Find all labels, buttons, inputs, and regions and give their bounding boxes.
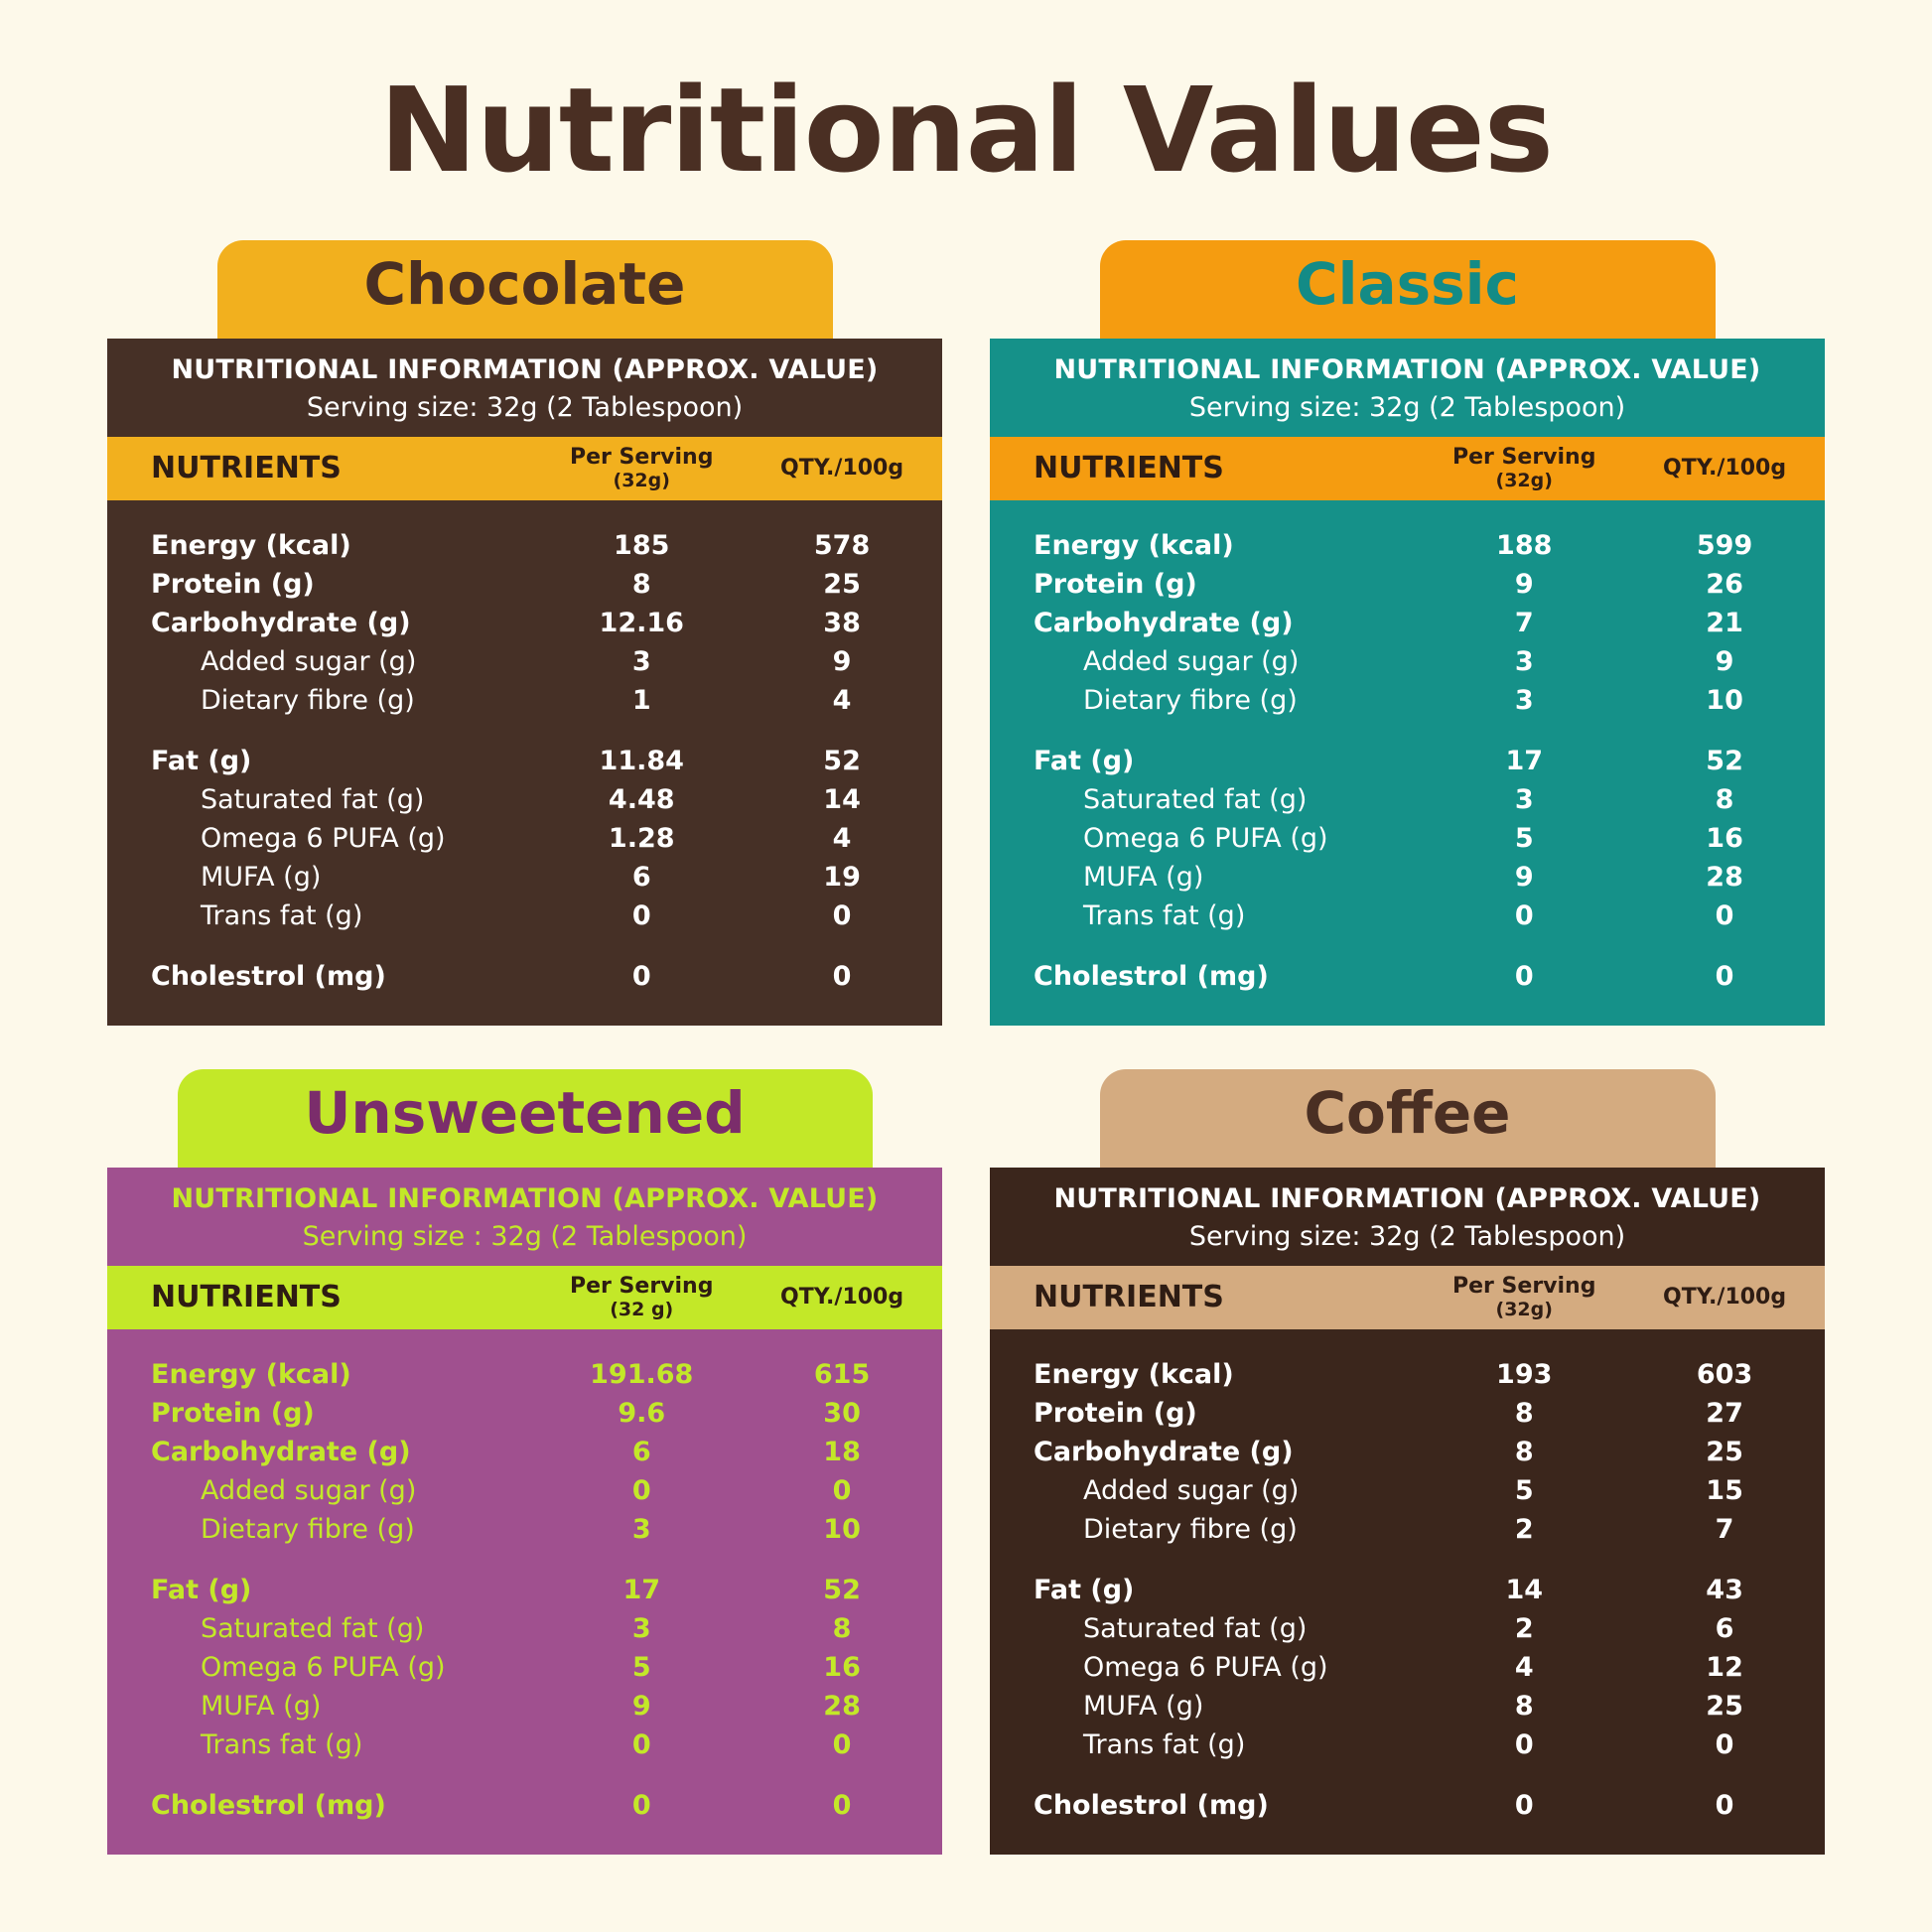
row-serving: 0	[631, 899, 651, 931]
row-per100: 0	[1715, 1789, 1734, 1821]
row-label: Dietary fibre (g)	[1083, 684, 1298, 716]
row-per100: 52	[823, 745, 861, 776]
row-label: Energy (kcal)	[1034, 529, 1234, 561]
card-classic	[990, 240, 1825, 1026]
serving-size: Serving size: 32g (2 Tablespoon)	[1188, 1220, 1626, 1252]
row-serving: 2	[1514, 1513, 1534, 1545]
spacer	[990, 500, 1825, 526]
row-label: Trans fat (g)	[201, 1728, 363, 1760]
table-row	[107, 897, 942, 935]
table-row	[990, 1609, 1825, 1648]
table-body-unsweetened	[107, 1329, 942, 1855]
nutrition-table-coffee	[990, 1266, 1825, 1855]
table-row	[990, 1510, 1825, 1549]
table-row	[990, 819, 1825, 858]
row-label: Cholestrol (mg)	[151, 960, 386, 992]
row-per100: 12	[1706, 1651, 1743, 1683]
row-label: MUFA (g)	[1083, 861, 1204, 893]
col-per-100g: QTY./100g	[1663, 1284, 1787, 1310]
row-label: Dietary fibre (g)	[201, 684, 415, 716]
row-per100: 8	[1715, 783, 1734, 815]
table-row	[107, 858, 942, 897]
col-per-serving-label: Per Serving	[1452, 1273, 1596, 1299]
row-per100: 615	[813, 1358, 871, 1390]
panel-coffee	[990, 1168, 1825, 1855]
table-row	[990, 1786, 1825, 1825]
row-label: Protein (g)	[1034, 568, 1197, 600]
card-title-unsweetened: Unsweetened	[178, 1069, 873, 1168]
info-band-coffee	[990, 1168, 1825, 1266]
row-serving: 5	[1514, 822, 1534, 854]
table-row	[990, 858, 1825, 897]
row-label: Protein (g)	[1034, 1397, 1197, 1429]
table-row	[107, 1571, 942, 1609]
table-row	[107, 642, 942, 681]
panel-classic	[990, 339, 1825, 1026]
row-per100: 9	[832, 645, 852, 677]
row-serving: 5	[1514, 1474, 1534, 1506]
row-serving: 0	[1514, 960, 1534, 992]
spacer	[107, 720, 942, 742]
row-label: Trans fat (g)	[1083, 1728, 1246, 1760]
row-label: Trans fat (g)	[1083, 899, 1246, 931]
row-label: Protein (g)	[151, 568, 315, 600]
row-per100: 25	[823, 568, 861, 600]
row-label: MUFA (g)	[201, 1690, 322, 1722]
table-row	[990, 780, 1825, 819]
table-body-coffee	[990, 1329, 1825, 1855]
spacer	[107, 1329, 942, 1355]
row-per100: 43	[1706, 1574, 1743, 1605]
col-per-serving	[541, 1266, 742, 1329]
row-serving: 8	[1514, 1436, 1534, 1467]
row-serving: 3	[631, 645, 651, 677]
col-per-100g: QTY./100g	[780, 455, 904, 481]
table-header-row	[990, 437, 1825, 500]
table-row	[107, 780, 942, 819]
row-serving: 0	[1514, 1728, 1534, 1760]
row-per100: 0	[832, 899, 852, 931]
row-per100: 25	[1706, 1436, 1743, 1467]
table-row	[990, 1355, 1825, 1394]
col-nutrients: NUTRIENTS	[1034, 1280, 1224, 1315]
table-row	[990, 742, 1825, 780]
table-row	[990, 1433, 1825, 1471]
row-per100: 578	[813, 529, 871, 561]
row-label: MUFA (g)	[201, 861, 322, 893]
row-per100: 7	[1715, 1513, 1734, 1545]
spacer	[107, 935, 942, 957]
table-row	[107, 1648, 942, 1687]
card-title-chocolate: Chocolate	[217, 240, 833, 339]
row-per100: 14	[823, 783, 861, 815]
spacer	[990, 935, 1825, 957]
row-label: Added sugar (g)	[201, 1474, 417, 1506]
info-band-unsweetened	[107, 1168, 942, 1266]
col-per-serving	[1424, 1266, 1624, 1329]
row-serving: 0	[631, 1728, 651, 1760]
page-title: Nutritional Values	[378, 62, 1554, 199]
col-per-100g: QTY./100g	[1663, 455, 1787, 481]
row-per100: 10	[1706, 684, 1743, 716]
spacer	[990, 1329, 1825, 1355]
table-row	[990, 1471, 1825, 1510]
row-serving: 17	[1505, 745, 1544, 776]
table-header-row	[107, 1266, 942, 1329]
serving-size: Serving size : 32g (2 Tablespoon)	[302, 1220, 748, 1252]
col-per-serving-sub: (32g)	[613, 469, 670, 491]
row-serving: 8	[631, 568, 651, 600]
cards-grid	[0, 240, 1932, 1898]
row-serving: 4	[1514, 1651, 1534, 1683]
col-per-serving-label: Per Serving	[1452, 445, 1596, 470]
row-per100: 27	[1706, 1397, 1743, 1429]
col-nutrients: NUTRIENTS	[151, 451, 342, 486]
table-row	[107, 742, 942, 780]
row-serving: 3	[631, 1513, 651, 1545]
row-serving: 6	[631, 861, 651, 893]
card-title-classic: Classic	[1100, 240, 1716, 339]
row-per100: 10	[823, 1513, 861, 1545]
row-serving: 8	[1514, 1397, 1534, 1429]
row-serving: 3	[1514, 645, 1534, 677]
spacer	[107, 1825, 942, 1855]
col-per-serving-sub: (32 g)	[610, 1298, 674, 1320]
row-per100: 0	[832, 1474, 852, 1506]
table-row	[107, 604, 942, 642]
row-label: Saturated fat (g)	[1083, 1612, 1308, 1644]
spacer	[990, 1825, 1825, 1855]
row-serving: 4.48	[608, 783, 675, 815]
row-per100: 0	[1715, 1728, 1734, 1760]
row-per100: 18	[823, 1436, 861, 1467]
row-per100: 9	[1715, 645, 1734, 677]
table-row	[107, 819, 942, 858]
row-per100: 25	[1706, 1690, 1743, 1722]
row-label: Energy (kcal)	[151, 1358, 351, 1390]
row-label: Saturated fat (g)	[201, 1612, 425, 1644]
table-row	[107, 1786, 942, 1825]
table-row	[990, 681, 1825, 720]
row-label: MUFA (g)	[1083, 1690, 1204, 1722]
table-row	[990, 957, 1825, 996]
row-label: Protein (g)	[151, 1397, 315, 1429]
row-per100: 4	[832, 684, 852, 716]
row-per100: 4	[832, 822, 852, 854]
table-row	[107, 681, 942, 720]
info-title: NUTRITIONAL INFORMATION (APPROX. VALUE)	[1053, 1182, 1761, 1214]
info-title: NUTRITIONAL INFORMATION (APPROX. VALUE)	[171, 1182, 879, 1214]
row-per100: 38	[823, 607, 861, 638]
card-title-coffee: Coffee	[1100, 1069, 1716, 1168]
col-per-serving	[1424, 437, 1624, 500]
table-row	[107, 1687, 942, 1725]
row-serving: 193	[1496, 1358, 1553, 1390]
table-row	[990, 1725, 1825, 1764]
row-serving: 9	[631, 1690, 651, 1722]
table-row	[990, 642, 1825, 681]
row-serving: 17	[622, 1574, 661, 1605]
row-label: Omega 6 PUFA (g)	[201, 822, 446, 854]
row-serving: 11.84	[599, 745, 684, 776]
spacer	[107, 500, 942, 526]
table-row	[990, 604, 1825, 642]
row-serving: 6	[631, 1436, 651, 1467]
row-per100: 0	[832, 1728, 852, 1760]
table-row	[107, 1471, 942, 1510]
card-coffee	[990, 1069, 1825, 1855]
row-serving: 7	[1514, 607, 1534, 638]
row-label: Energy (kcal)	[1034, 1358, 1234, 1390]
spacer	[990, 720, 1825, 742]
table-row	[990, 565, 1825, 604]
info-title: NUTRITIONAL INFORMATION (APPROX. VALUE)	[1053, 353, 1761, 385]
col-per-serving-label: Per Serving	[570, 1273, 714, 1299]
table-row	[107, 1725, 942, 1764]
table-row	[990, 897, 1825, 935]
spacer	[107, 1764, 942, 1786]
row-per100: 28	[1706, 861, 1743, 893]
row-serving: 14	[1505, 1574, 1544, 1605]
row-serving: 3	[1514, 783, 1534, 815]
info-band-classic	[990, 339, 1825, 437]
col-per-serving-sub: (32g)	[1495, 1298, 1553, 1320]
row-serving: 9	[1514, 861, 1534, 893]
row-per100: 28	[823, 1690, 861, 1722]
row-label: Saturated fat (g)	[201, 783, 425, 815]
row-serving: 0	[631, 1474, 651, 1506]
row-label: Added sugar (g)	[1083, 1474, 1300, 1506]
table-body-classic	[990, 500, 1825, 1026]
spacer	[990, 996, 1825, 1026]
row-label: Cholestrol (mg)	[1034, 1789, 1269, 1821]
row-serving: 1.28	[608, 822, 675, 854]
table-header-row	[990, 1266, 1825, 1329]
table-row	[990, 1687, 1825, 1725]
row-serving: 9	[1514, 568, 1534, 600]
row-serving: 9.6	[618, 1397, 666, 1429]
row-per100: 603	[1696, 1358, 1753, 1390]
col-nutrients: NUTRIENTS	[1034, 451, 1224, 486]
row-serving: 2	[1514, 1612, 1534, 1644]
table-body-chocolate	[107, 500, 942, 1026]
row-serving: 8	[1514, 1690, 1534, 1722]
row-label: Carbohydrate (g)	[1034, 607, 1294, 638]
row-label: Carbohydrate (g)	[151, 1436, 411, 1467]
spacer	[990, 1764, 1825, 1786]
row-per100: 599	[1696, 529, 1753, 561]
row-per100: 30	[823, 1397, 861, 1429]
row-label: Cholestrol (mg)	[151, 1789, 386, 1821]
row-per100: 16	[823, 1651, 861, 1683]
card-chocolate	[107, 240, 942, 1026]
row-label: Omega 6 PUFA (g)	[1083, 822, 1328, 854]
col-per-serving-label: Per Serving	[570, 445, 714, 470]
table-row	[107, 526, 942, 565]
card-unsweetened	[107, 1069, 942, 1855]
row-label: Dietary fibre (g)	[1083, 1513, 1298, 1545]
row-label: Omega 6 PUFA (g)	[1083, 1651, 1328, 1683]
row-per100: 0	[832, 1789, 852, 1821]
row-per100: 19	[823, 861, 861, 893]
row-serving: 191.68	[590, 1358, 694, 1390]
table-header-row	[107, 437, 942, 500]
panel-chocolate	[107, 339, 942, 1026]
table-row	[990, 1394, 1825, 1433]
row-label: Cholestrol (mg)	[1034, 960, 1269, 992]
row-serving: 1	[631, 684, 651, 716]
row-per100: 15	[1706, 1474, 1743, 1506]
table-row	[107, 957, 942, 996]
row-label: Carbohydrate (g)	[151, 607, 411, 638]
row-serving: 12.16	[599, 607, 684, 638]
row-label: Omega 6 PUFA (g)	[201, 1651, 446, 1683]
col-per-serving-sub: (32g)	[1495, 469, 1553, 491]
table-row	[990, 1648, 1825, 1687]
row-per100: 6	[1715, 1612, 1734, 1644]
col-per-serving	[541, 437, 742, 500]
row-serving: 0	[631, 960, 651, 992]
col-nutrients: NUTRIENTS	[151, 1280, 342, 1315]
row-serving: 0	[631, 1789, 651, 1821]
table-row	[107, 1510, 942, 1549]
info-title: NUTRITIONAL INFORMATION (APPROX. VALUE)	[171, 353, 879, 385]
row-label: Dietary fibre (g)	[201, 1513, 415, 1545]
row-label: Trans fat (g)	[201, 899, 363, 931]
row-label: Energy (kcal)	[151, 529, 351, 561]
row-per100: 0	[1715, 899, 1734, 931]
row-label: Fat (g)	[151, 745, 252, 776]
row-label: Fat (g)	[1034, 745, 1135, 776]
serving-size: Serving size: 32g (2 Tablespoon)	[1188, 391, 1626, 423]
row-label: Carbohydrate (g)	[1034, 1436, 1294, 1467]
row-label: Fat (g)	[151, 1574, 252, 1605]
info-band-chocolate	[107, 339, 942, 437]
nutrition-table-chocolate	[107, 437, 942, 1026]
row-per100: 0	[1715, 960, 1734, 992]
serving-size: Serving size: 32g (2 Tablespoon)	[306, 391, 744, 423]
row-label: Saturated fat (g)	[1083, 783, 1308, 815]
row-serving: 3	[1514, 684, 1534, 716]
table-row	[990, 1571, 1825, 1609]
row-per100: 0	[832, 960, 852, 992]
table-row	[107, 1355, 942, 1394]
row-serving: 5	[631, 1651, 651, 1683]
table-row	[107, 1433, 942, 1471]
panel-unsweetened	[107, 1168, 942, 1855]
table-row	[107, 1609, 942, 1648]
row-serving: 188	[1496, 529, 1553, 561]
row-per100: 21	[1706, 607, 1743, 638]
row-per100: 26	[1706, 568, 1743, 600]
row-serving: 0	[1514, 1789, 1534, 1821]
row-label: Added sugar (g)	[1083, 645, 1300, 677]
row-per100: 52	[1706, 745, 1743, 776]
row-per100: 16	[1706, 822, 1743, 854]
row-label: Added sugar (g)	[201, 645, 417, 677]
table-row	[107, 565, 942, 604]
nutrition-table-unsweetened	[107, 1266, 942, 1855]
nutrition-table-classic	[990, 437, 1825, 1026]
col-per-100g: QTY./100g	[780, 1284, 904, 1310]
spacer	[990, 1549, 1825, 1571]
spacer	[107, 1549, 942, 1571]
row-label: Fat (g)	[1034, 1574, 1135, 1605]
table-row	[990, 526, 1825, 565]
spacer	[107, 996, 942, 1026]
row-per100: 52	[823, 1574, 861, 1605]
row-serving: 185	[614, 529, 670, 561]
row-per100: 8	[832, 1612, 852, 1644]
row-serving: 3	[631, 1612, 651, 1644]
table-row	[107, 1394, 942, 1433]
row-serving: 0	[1514, 899, 1534, 931]
